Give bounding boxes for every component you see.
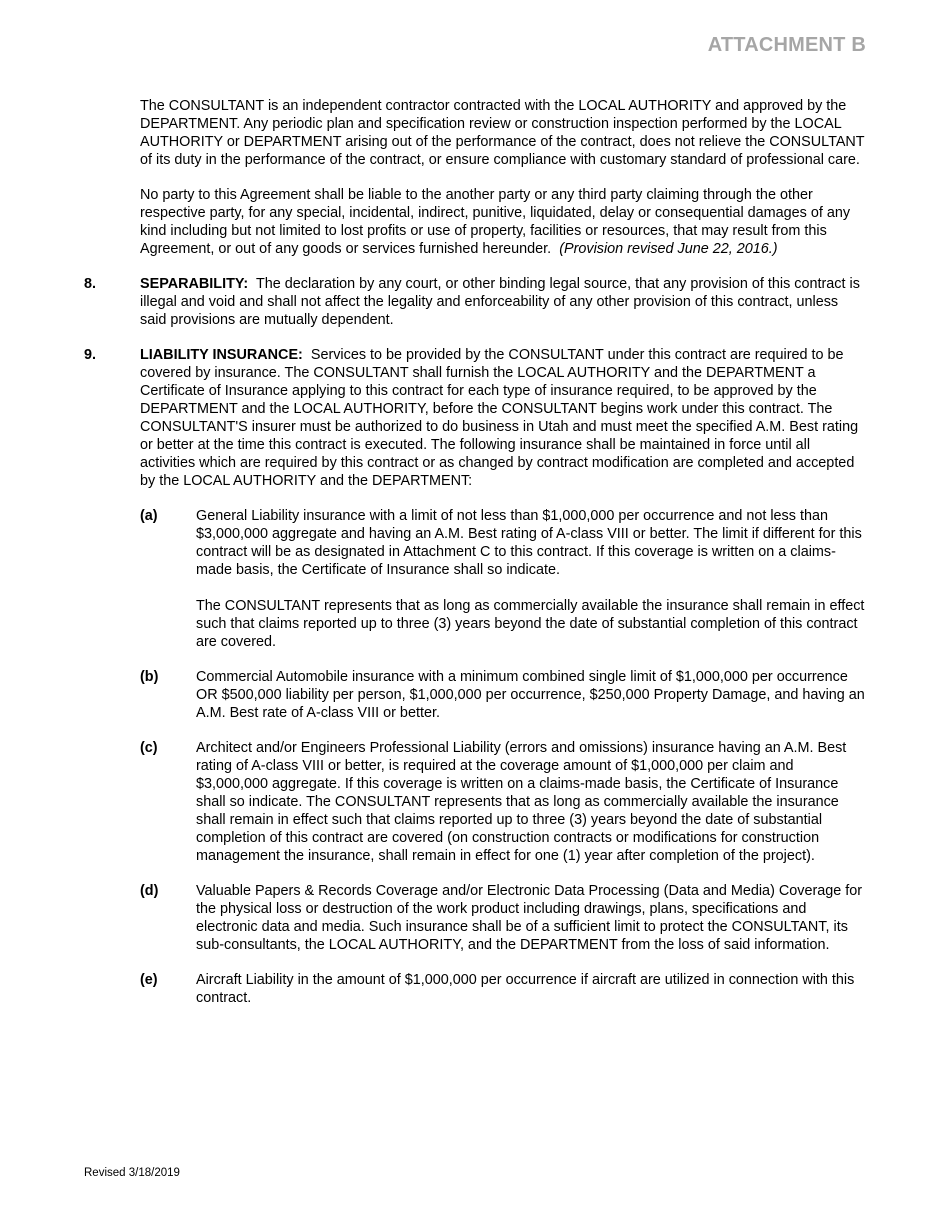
insurance-item-d: [140, 882, 866, 954]
section-text: The declaration by any court, or other binding legal source, that any provision of this contract is illegal and void and shall not affect the legality and enforceability of any other provision of this contract, unless said provisions are mutually dependent.: [140, 276, 860, 328]
section-title: LIABILITY INSURANCE:: [140, 347, 303, 363]
item-label: (c): [140, 740, 158, 756]
item-text: Aircraft Liability in the amount of $1,000,000 per occurrence if aircraft are utilized in connection with this contract.: [196, 972, 855, 1006]
item-body: [196, 668, 866, 722]
intro-paragraph-2: [140, 186, 866, 258]
insurance-item-e: [140, 971, 866, 1007]
item-text: Architect and/or Engineers Professional Liability (errors and omissions) insurance having an A.M. Best rating of A-class VIII or better, is required at the coverage amount of $1,000,000 per claim and $3,000,000 aggregate. If this coverage is written on a claims-made basis, the Certificate of Insurance shall so indicate. The CONSULTANT represents that as long as commercially available the insurance shall remain in effect such that claims reported up to three (3) years beyond the date of substantial completion of this contract are covered (on construction contracts or modifications for construction management the insurance, shall remain in effect for one (1) year after completion of the project).: [196, 740, 847, 864]
intro-paragraph-2-text: No party to this Agreement shall be liable to the another party or any third party claiming through the other respective party, for any special, incidental, indirect, punitive, liquidated, delay or consequential damages of any kind including but not limited to lost profits or use of property, facilities or resources, that may result from this Agreement, or out of any goods or services furnished hereunder.: [140, 187, 851, 257]
insurance-item-a: [140, 507, 866, 651]
section-body: [140, 275, 866, 329]
section-body: [140, 346, 866, 490]
item-text: Valuable Papers & Records Coverage and/or Electronic Data Processing (Data and Media) Coverage for the physical loss or destruction of the work product including drawings, plans, specifications and electronic data and media. Such insurance shall be of a sufficient limit to protect the CONSULTANT, its sub-consultants, the LOCAL AUTHORITY, and the DEPARTMENT from the loss of said information.: [196, 883, 863, 953]
intro-paragraph-1: The CONSULTANT is an independent contractor contracted with the LOCAL AUTHORITY and approved by the DEPARTMENT. Any periodic plan and specification review or construction inspection performed by the LOCAL AUTHORITY or DEPARTMENT arising out of the performance of the contract, does not relieve the CONSULTANT of its duty in the performance of the contract, or ensure compliance with customary standard of professional care.: [140, 98, 865, 168]
item-body: [196, 739, 866, 865]
section-number: 8.: [84, 276, 97, 292]
section-title: SEPARABILITY:: [140, 276, 249, 292]
item-body: [196, 507, 866, 651]
attachment-label: ATTACHMENT B: [707, 34, 866, 56]
item-body: [196, 882, 866, 954]
section-9: [84, 346, 866, 490]
item-label: (d): [140, 883, 159, 899]
insurance-item-b: [140, 668, 866, 722]
item-text-2: The CONSULTANT represents that as long as commercially available the insurance shall remain in effect such that claims reported up to three (3) years beyond the date of substantial completion of this contract are covered.: [196, 598, 865, 650]
insurance-item-c: [140, 739, 866, 865]
section-number: 9.: [84, 347, 97, 363]
insurance-items: [140, 507, 866, 1007]
item-label: (b): [140, 669, 159, 685]
revision-note: (Provision revised June 22, 2016.): [559, 241, 778, 257]
section-8: [84, 275, 866, 329]
item-body: [196, 971, 866, 1007]
item-text: Commercial Automobile insurance with a minimum combined single limit of $1,000,000 per occurrence OR $500,000 liability per person, $1,000,000 per occurrence, $250,000 Property Damage, and having an A.M. Best rate of A-class VIII or better.: [196, 669, 865, 721]
item-label: (e): [140, 972, 158, 988]
section-text: Services to be provided by the CONSULTANT under this contract are required to be covered by insurance. The CONSULTANT shall furnish the LOCAL AUTHORITY and the DEPARTMENT a Certificate of Insurance applying to this contract for each type of insurance required, to be approved by the DEPARTMENT and the LOCAL AUTHORITY, before the CONSULTANT begins work under this contract. The CONSULTANT'S insurer must be authorized to do business in Utah and must meet the specified A.M. Best rating or better at the time this contract is executed. The following insurance shall be maintained in force until all activities which are required by this contract or as changed by contract modification are completed and accepted by the LOCAL AUTHORITY and the DEPARTMENT:: [140, 347, 859, 489]
document-body: [84, 97, 866, 1024]
item-label: (a): [140, 508, 158, 524]
revision-footer: Revised 3/18/2019: [84, 1167, 180, 1179]
item-text: General Liability insurance with a limit of not less than $1,000,000 per occurrence and not less than $3,000,000 aggregate and having an A.M. Best rating of A-class VIII or better. The limit if different for this contract will be as designated in Attachment C to this contract. If this coverage is written on a claims-made basis, the Certificate of Insurance shall so indicate.: [196, 508, 862, 578]
